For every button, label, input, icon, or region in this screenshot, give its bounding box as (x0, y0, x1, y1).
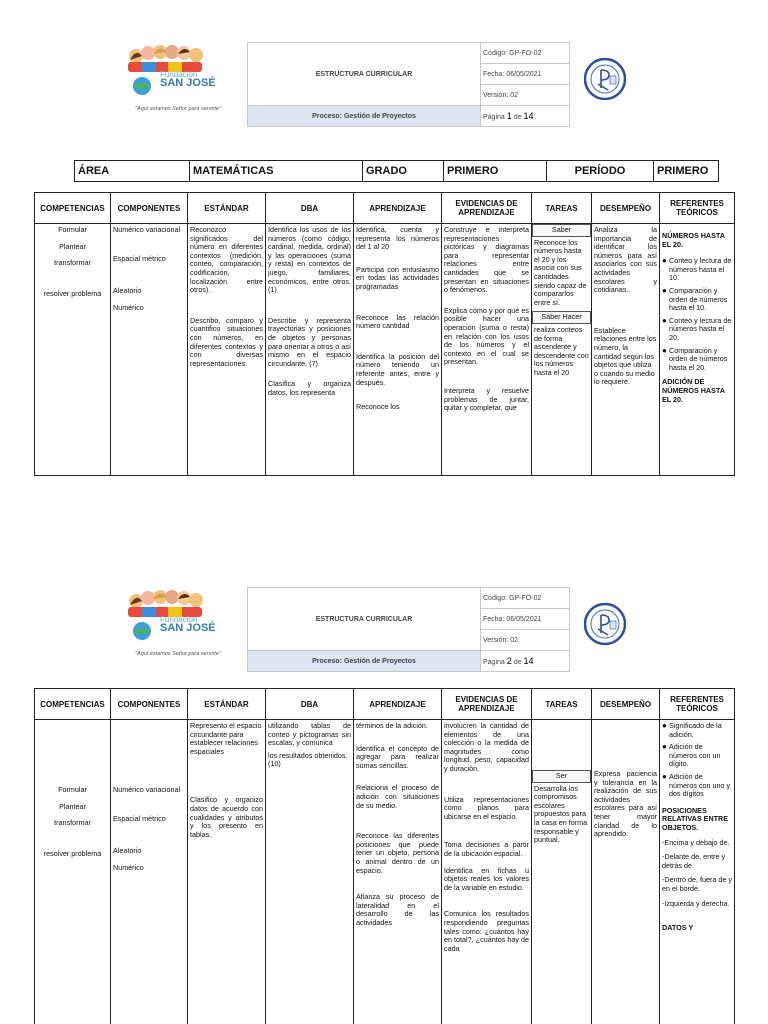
process-label: Proceso: Gestión de Proyectos (248, 106, 481, 127)
referentes-cell (660, 720, 735, 1024)
col-header: COMPETENCIAS (35, 689, 111, 720)
header-table (247, 42, 570, 127)
col-header: APRENDIZAJE (354, 689, 442, 720)
list-item: resolver problema (43, 848, 102, 858)
componentes-cell (111, 720, 188, 1024)
document-header (0, 545, 768, 685)
list-item: Expresa paciencia y tolerancia en la realización de sus actividades escolares para así tener mayor claridad de lo aprendido. (594, 769, 657, 839)
list-item: ADICIÓN DE NÚMEROS HASTA EL 20. (662, 377, 725, 404)
list-item: ● Comparación y orden de números hasta el 10. (662, 285, 728, 313)
org-name (160, 615, 216, 633)
document-code: Código: GP-FO-02 (481, 588, 570, 609)
page-2 (0, 545, 768, 1024)
org-name (160, 70, 216, 88)
list-item: Numérico (113, 862, 144, 872)
col-header: COMPONENTES (111, 193, 188, 224)
col-header: COMPETENCIAS (35, 193, 111, 224)
list-item: ● Conteo y lectura de números hasta el 20. (662, 315, 732, 342)
page-1 (0, 0, 768, 500)
competencias-cell (35, 720, 111, 1024)
page-number: Página 1 de 14 (481, 106, 570, 127)
periodo-value: PRIMERO (654, 161, 719, 182)
list-item: -Delante de, entre y detrás de. (662, 852, 726, 870)
list-item: Comunica los resultados respondiendo preguntas tales como: ¿cuántos hay en total?, ¿cuántos hay de cada (444, 909, 529, 953)
list-item: Aleatorio (113, 846, 142, 856)
curriculum-table-page2 (34, 688, 735, 1024)
tareas-cell (532, 224, 592, 476)
process-label: Proceso: Gestión de Proyectos (248, 651, 481, 672)
col-header: APRENDIZAJE (354, 193, 442, 224)
header-table (247, 587, 570, 672)
list-item: Interpreta y resuelve problemas de juntar, quitar y completar, que (444, 385, 529, 413)
list-item: Utiliza representaciones como planos para ubicarse en el espacio. (444, 794, 529, 821)
desempeno-cell (592, 224, 660, 476)
col-header: DESEMPEÑO (592, 193, 660, 224)
list-item: Describo, comparo y cuantifico situaciones con números, en diferentes contextos y con diversas representaciones. (190, 315, 263, 368)
tareas-cell (532, 720, 592, 1024)
list-item: Construye e interpreta representaciones pictóricas y diagramas para representar relaciones entre cantidades que se presentan en situaciones o fenómenos. (444, 225, 529, 295)
list-item: realiza conteos de forma ascendente y descendente con los números hasta el 20 (534, 324, 589, 377)
estandar-cell (188, 720, 266, 1024)
list-item: Identifica en fichas u objetos reales los valores de la variable en estudio. (444, 865, 529, 892)
table-row (35, 720, 735, 1024)
list-item: transformar (54, 258, 91, 268)
col-header: COMPONENTES (111, 689, 188, 720)
document-code: Código: GP-FO-02 (481, 43, 570, 64)
document-title: ESTRUCTURA CURRICULAR (248, 588, 481, 651)
list-item: POSICIONES RELATIVAS ENTRE OBJETOS. (662, 805, 729, 832)
list-item: Toma decisiones a partir de la ubicación espacial. (444, 840, 529, 858)
col-header: ESTÁNDAR (188, 689, 266, 720)
dba-cell (266, 224, 354, 476)
list-item: ● Adición de números con uno y dos dígitos (662, 771, 731, 799)
list-item: Reconoce las relación número cantidad (356, 312, 439, 331)
grado-value: PRIMERO (444, 161, 547, 182)
referentes-cell (660, 224, 735, 476)
list-item: Reconoce los números hasta el 20 y los asocia con sus cantidades siendo capaz de compararlos entre sí. (534, 237, 587, 307)
col-header: DESEMPEÑO (592, 689, 660, 720)
table-header-row (35, 689, 735, 720)
competencias-cell (35, 224, 111, 476)
list-item: transformar (54, 818, 91, 828)
aprendizaje-cell (354, 224, 442, 476)
periodo-label: PERÍODO (547, 161, 654, 182)
list-item: Numérico variacional (113, 225, 181, 234)
area-label: ÁREA (75, 161, 190, 182)
list-item: -Izquierda y derecha. (662, 898, 730, 908)
list-item: Establece relaciones entre los número, la cantidad según los objetos que utiliza o cuando su medio lo requiere. (594, 325, 657, 387)
list-item: ● Comparación y orden de números hasta el 20. (662, 345, 728, 372)
col-header: REFERENTES TEÓRICOS (660, 689, 735, 720)
list-item: Reconoce los (356, 402, 400, 412)
list-item: Desarrolla los compromisos escolares propuestos para la casa en forma responsable y puntual. (534, 783, 588, 845)
slogan: "Aquí estamos Señor para servirte" (135, 106, 221, 112)
col-header: DBA (266, 193, 354, 224)
document-header (0, 0, 768, 140)
col-header: TAREAS (532, 689, 592, 720)
document-version: Versión: 02 (481, 85, 570, 106)
componentes-cell (111, 224, 188, 476)
list-item: Clasifico y organizo datos de acuerdo con cualidades y atributos y los presento en tablas. (190, 795, 263, 839)
list-item: Clasifica y organiza datos, los representa (268, 379, 351, 397)
list-item: Reconoce las diferentes posiciones que puede tener un objeto, persona o animal dentro de un espacio. (356, 831, 439, 875)
col-header: EVIDENCIAS DE APRENDIZAJE (442, 193, 532, 224)
dba-cell (266, 720, 354, 1024)
list-item: Identifica la posición del número teniendo un referente antes, entre y después. (356, 351, 439, 387)
list-item: ● Conteo y lectura de números hasta el 10. (662, 256, 732, 283)
list-item: ● Adición de números con un dígito. (662, 742, 721, 769)
list-item: Explica cómo y por qué es posible hacer una operación (suma o resta) en relación con los usos de los números y el contexto en el cual se presentan. (444, 305, 529, 367)
document-date: Fecha: 06/05/2021 (481, 609, 570, 630)
evidencias-cell (442, 224, 532, 476)
page-number: Página 2 de 14 (481, 651, 570, 672)
list-item: Formular (58, 785, 87, 794)
col-header: REFERENTES TEÓRICOS (660, 193, 735, 224)
aprendizaje-cell (354, 720, 442, 1024)
list-item: Aleatorio (113, 286, 142, 296)
org-name-line1: Fundación (160, 615, 198, 624)
grado-label: GRADO (363, 161, 444, 182)
ser-label: Ser (532, 770, 591, 783)
document-version: Versión: 02 (481, 630, 570, 651)
org-name-line2: SAN JOSÉ (160, 77, 216, 89)
list-item: Espacial métrico (113, 813, 166, 823)
col-header: DBA (266, 689, 354, 720)
list-item: Represento el espacio circundante para establecer relaciones espaciales (190, 721, 262, 756)
list-item: Espacial métrico (113, 253, 166, 263)
list-item: Identifica el concepto de agregar para realizar sumas sencillas. (356, 743, 439, 770)
curriculum-table-page1 (34, 192, 735, 476)
table-header-row (35, 193, 735, 224)
document-date: Fecha: 06/05/2021 (481, 64, 570, 85)
list-item: Numérico variacional (113, 785, 181, 794)
list-item: Relaciona el proceso de adición con situaciones de su medio. (356, 783, 439, 810)
list-item: Afianza su proceso de lateralidad en el desarrollo de las actividades (356, 892, 439, 927)
org-name-line1: Fundación (160, 70, 198, 79)
saber-hacer-label: Saber Hacer (532, 311, 591, 324)
list-item: resolver problema (43, 288, 102, 298)
col-header: ESTÁNDAR (188, 193, 266, 224)
list-item: los resultados obtenidos. (10) (268, 750, 348, 769)
school-seal-icon (584, 58, 626, 100)
list-item: Analiza la importancia de identificar los números para así asociarlos con sus actividades escolares y cotidianas. (594, 225, 657, 295)
saber-label: Saber (532, 224, 591, 237)
school-seal-icon (584, 603, 626, 645)
area-bar (74, 160, 719, 182)
list-item: Identifica los usos de los números (como código, cardinal, medida, ordinal) y las operaciones (suma y resta) en contextos de juego, familiares, económicos, entre otros. (1) (268, 225, 351, 295)
col-header: TAREAS (532, 193, 592, 224)
list-item: NÚMEROS HASTA EL 20. (662, 231, 725, 249)
list-item: DATOS Y (662, 923, 694, 933)
list-item: Plantear (59, 801, 86, 811)
list-item: términos de la adición. (356, 721, 428, 730)
list-item: Plantear (59, 241, 86, 251)
evidencias-cell (442, 720, 532, 1024)
slogan: "Aquí estamos Señor para servirte" (135, 651, 221, 657)
list-item: utilizando tablas de conteo y pictogramas sin escalas, y comunica (268, 721, 351, 748)
list-item: Describe y representa trayectorias y posiciones de objetos y personas para orientar a otros o así mismo en el espacio circundante. (7) (268, 315, 351, 368)
list-item: -Dentro de, fuera de y en el borde. (662, 875, 732, 893)
list-item: ● Significado de la adición. (662, 721, 722, 739)
list-item: Reconozco significados del número en diferentes contextos (medición, conteo, comparación, codificación, localización entre otros). (190, 225, 263, 295)
list-item: -Encima y debajo de. (662, 837, 730, 847)
estandar-cell (188, 224, 266, 476)
area-value: MATEMÁTICAS (190, 161, 363, 182)
desempeno-cell (592, 720, 660, 1024)
org-name-line2: SAN JOSÉ (160, 622, 216, 634)
col-header: EVIDENCIAS DE APRENDIZAJE (442, 689, 532, 720)
list-item: Numérico (113, 302, 144, 312)
list-item: Identifica, cuenta y representa los números del 1 al 20 (356, 225, 439, 252)
list-item: Participa con entusiasmo en todas las actividades programadas (356, 264, 439, 291)
list-item: involucren la cantidad de elementos de una colección o la medida de magnitudes como longitud, peso, capacidad y duración. (444, 721, 529, 773)
table-row (35, 224, 735, 476)
document-title: ESTRUCTURA CURRICULAR (248, 43, 481, 106)
list-item: Formular (58, 225, 87, 234)
